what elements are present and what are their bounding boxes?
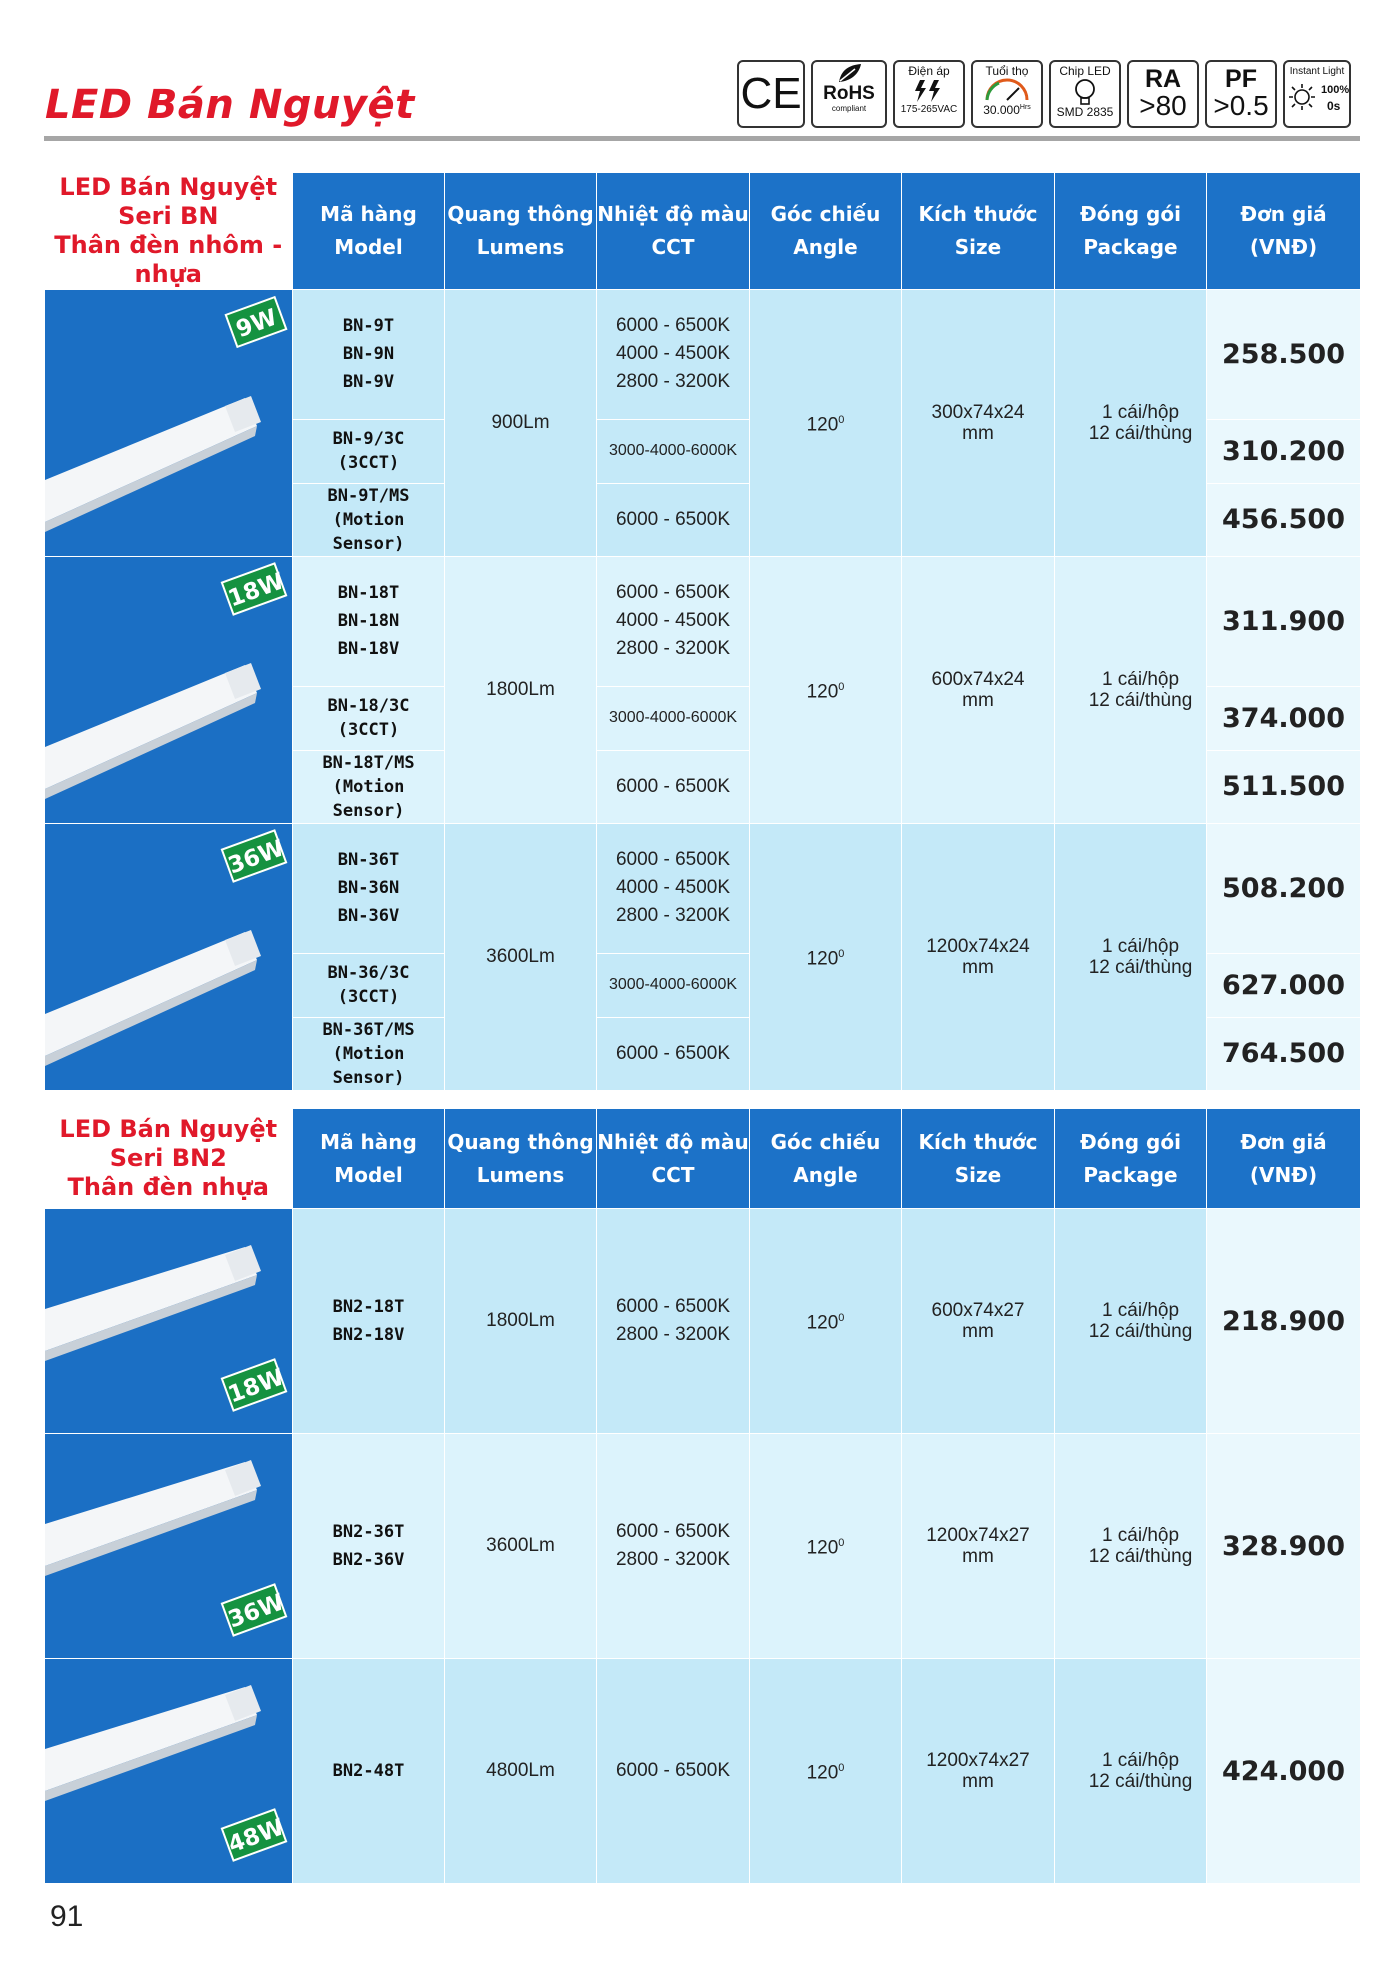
model-cell: BN2-18T BN2-18V [293, 1209, 445, 1434]
product-image-bn2-18w [45, 1209, 293, 1434]
model-cell: BN-9T BN-9N BN-9V [293, 289, 445, 419]
rohs-label: RoHS [823, 83, 875, 104]
pf-value: >0.5 [1213, 90, 1269, 121]
package-cell: 1 cái/hộp 12 cái/thùng [1055, 1659, 1207, 1884]
cct-cell: 3000-4000-6000K [597, 953, 750, 1017]
series-title-bn2 [45, 1109, 293, 1209]
size-cell: 600x74x24 mm [902, 556, 1055, 823]
product-image-bn2-48w [45, 1659, 293, 1884]
header-lumens: Quang thông Lumens [445, 173, 597, 290]
chip-value: SMD 2835 [1056, 105, 1114, 119]
lumens-cell: 1800Lm [445, 556, 597, 823]
product-image-bn-18w [45, 556, 293, 823]
model-cell: BN-18/3C (3CCT) [293, 686, 445, 750]
title-rule [44, 136, 1360, 141]
rohs-badge [811, 60, 887, 128]
model-cell: BN2-36T BN2-36V [293, 1434, 445, 1659]
model-cell: BN-36/3C (3CCT) [293, 953, 445, 1017]
header-angle: Góc chiếu Angle [750, 173, 902, 290]
price-cell: 456.500 [1207, 483, 1361, 556]
ce-mark: CE [740, 69, 802, 118]
instant-light-percent: 100% [1321, 84, 1350, 96]
price-cell: 508.200 [1207, 823, 1361, 953]
watt-badge-9w: 9W [224, 295, 287, 347]
lifetime-value: 30.000 [983, 103, 1020, 117]
price-cell: 310.200 [1207, 419, 1361, 483]
watt-badge-18w: 18W [221, 1358, 288, 1412]
bulb-icon [1070, 78, 1100, 106]
price-cell: 424.000 [1207, 1659, 1361, 1884]
price-cell: 764.500 [1207, 1017, 1361, 1090]
header-angle: Góc chiếu Angle [750, 1109, 902, 1209]
product-image-bn-36w [45, 823, 293, 1090]
series-line: LED Bán Nguyệt [59, 172, 278, 201]
instant-light-time: 0s [1327, 99, 1341, 113]
voltage-value: 175-265VAC [900, 104, 958, 115]
angle-cell: $120^0$ [750, 823, 902, 1090]
model-cell: BN-9/3C (3CCT) [293, 419, 445, 483]
cct-cell: 6000 - 6500K 4000 - 4500K 2800 - 3200K [597, 556, 750, 686]
table-header-row [45, 1109, 1361, 1209]
leaf-icon [835, 62, 863, 84]
cct-cell: 6000 - 6500K 2800 - 3200K [597, 1434, 750, 1659]
product-image-bn2-36w [45, 1434, 293, 1659]
instant-light-label: Instant Light [1289, 66, 1345, 77]
model-cell: BN2-48T [293, 1659, 445, 1884]
price-table-bn [44, 172, 1361, 1091]
ra-badge [1127, 60, 1199, 128]
angle-cell: $120^0$ [750, 1209, 902, 1434]
ra-label: RA [1144, 65, 1182, 93]
size-cell: 1200x74x27 mm [902, 1659, 1055, 1884]
header-package: Đóng gói Package [1055, 173, 1207, 290]
watt-badge-18w: 18W [221, 562, 288, 616]
pf-label: PF [1225, 65, 1257, 93]
cct-cell: 6000 - 6500K [597, 1659, 750, 1884]
lifetime-badge [971, 60, 1043, 128]
series-line: Thân đèn nhựa [67, 1172, 269, 1201]
angle-cell: $120^0$ [750, 1434, 902, 1659]
header-price: Đơn giá (VNĐ) [1207, 1109, 1361, 1209]
angle-cell: $120^0$ [750, 556, 902, 823]
lifetime-unit: Hrs [1019, 104, 1031, 111]
cct-cell: 3000-4000-6000K [597, 419, 750, 483]
price-table-bn2 [44, 1108, 1361, 1884]
product-image-bn-9w [45, 289, 293, 556]
price-cell: 374.000 [1207, 686, 1361, 750]
table-row [45, 556, 1361, 686]
chip-label: Chip LED [1059, 64, 1111, 78]
page-title: LED Bán Nguyệt [45, 82, 415, 128]
header-size: Kích thước Size [902, 1109, 1055, 1209]
table-row [45, 1434, 1361, 1659]
chip-badge [1049, 60, 1121, 128]
watt-badge-36w: 36W [221, 1583, 288, 1637]
series-line: Thân đèn nhôm - nhựa [54, 230, 283, 288]
lightning-icon [911, 78, 947, 104]
table-row [45, 1209, 1361, 1434]
model-cell: BN-36T/MS (Motion Sensor) [293, 1017, 445, 1090]
price-cell: 627.000 [1207, 953, 1361, 1017]
cct-cell: 3000-4000-6000K [597, 686, 750, 750]
price-cell: 258.500 [1207, 289, 1361, 419]
header-cct: Nhiệt độ màu CCT [597, 1109, 750, 1209]
series-line: Seri BN [118, 201, 219, 230]
header-model: Mã hàng Model [293, 1109, 445, 1209]
pf-badge [1205, 60, 1277, 128]
package-cell: 1 cái/hộp 12 cái/thùng [1055, 1209, 1207, 1434]
rohs-compliant: compliant [831, 104, 867, 113]
cct-cell: 6000 - 6500K 4000 - 4500K 2800 - 3200K [597, 289, 750, 419]
instant-light-badge [1283, 60, 1351, 128]
size-cell: 1200x74x27 mm [902, 1434, 1055, 1659]
header-price: Đơn giá (VNĐ) [1207, 173, 1361, 290]
cct-cell: 6000 - 6500K 4000 - 4500K 2800 - 3200K [597, 823, 750, 953]
table-row [45, 289, 1361, 419]
package-cell: 1 cái/hộp 12 cái/thùng [1055, 289, 1207, 556]
model-cell: BN-18T BN-18N BN-18V [293, 556, 445, 686]
angle-cell: $120^0$ [750, 1659, 902, 1884]
price-cell: 511.500 [1207, 750, 1361, 823]
gauge-icon [981, 78, 1033, 102]
lumens-cell: 3600Lm [445, 823, 597, 1090]
page-number: 91 [50, 1900, 84, 1933]
size-cell: 600x74x27 mm [902, 1209, 1055, 1434]
header-lumens: Quang thông Lumens [445, 1109, 597, 1209]
price-cell: 328.900 [1207, 1434, 1361, 1659]
cct-cell: 6000 - 6500K 2800 - 3200K [597, 1209, 750, 1434]
lumens-cell: 900Lm [445, 289, 597, 556]
package-cell: 1 cái/hộp 12 cái/thùng [1055, 1434, 1207, 1659]
table-row [45, 1659, 1361, 1884]
series-title-bn [45, 173, 293, 290]
header-cct: Nhiệt độ màu CCT [597, 173, 750, 290]
size-cell: 300x74x24 mm [902, 289, 1055, 556]
size-cell: 1200x74x24 mm [902, 823, 1055, 1090]
model-cell: BN-9T/MS (Motion Sensor) [293, 483, 445, 556]
voltage-badge [893, 60, 965, 128]
cct-cell: 6000 - 6500K [597, 483, 750, 556]
series-line: LED Bán Nguyệt [59, 1114, 278, 1143]
ce-badge [737, 60, 805, 128]
header-size: Kích thước Size [902, 173, 1055, 290]
package-cell: 1 cái/hộp 12 cái/thùng [1055, 556, 1207, 823]
header-package: Đóng gói Package [1055, 1109, 1207, 1209]
price-cell: 218.900 [1207, 1209, 1361, 1434]
sun-bulb-icon [1287, 82, 1317, 112]
cct-cell: 6000 - 6500K [597, 750, 750, 823]
price-cell: 311.900 [1207, 556, 1361, 686]
model-cell: BN-18T/MS (Motion Sensor) [293, 750, 445, 823]
package-cell: 1 cái/hộp 12 cái/thùng [1055, 823, 1207, 1090]
table-row [45, 823, 1361, 953]
lumens-cell: 3600Lm [445, 1434, 597, 1659]
watt-badge-48w: 48W [221, 1808, 288, 1862]
series-line: Seri BN2 [109, 1143, 227, 1172]
ra-value: >80 [1139, 90, 1187, 121]
lumens-cell: 1800Lm [445, 1209, 597, 1434]
lifetime-label: Tuổi thọ [985, 64, 1029, 78]
voltage-label: Điện áp [908, 64, 950, 78]
watt-badge-36w: 36W [221, 829, 288, 883]
lumens-cell: 4800Lm [445, 1659, 597, 1884]
angle-cell: $120^0$ [750, 289, 902, 556]
cct-cell: 6000 - 6500K [597, 1017, 750, 1090]
header-model: Mã hàng Model [293, 173, 445, 290]
model-cell: BN-36T BN-36N BN-36V [293, 823, 445, 953]
table-header-row [45, 173, 1361, 290]
